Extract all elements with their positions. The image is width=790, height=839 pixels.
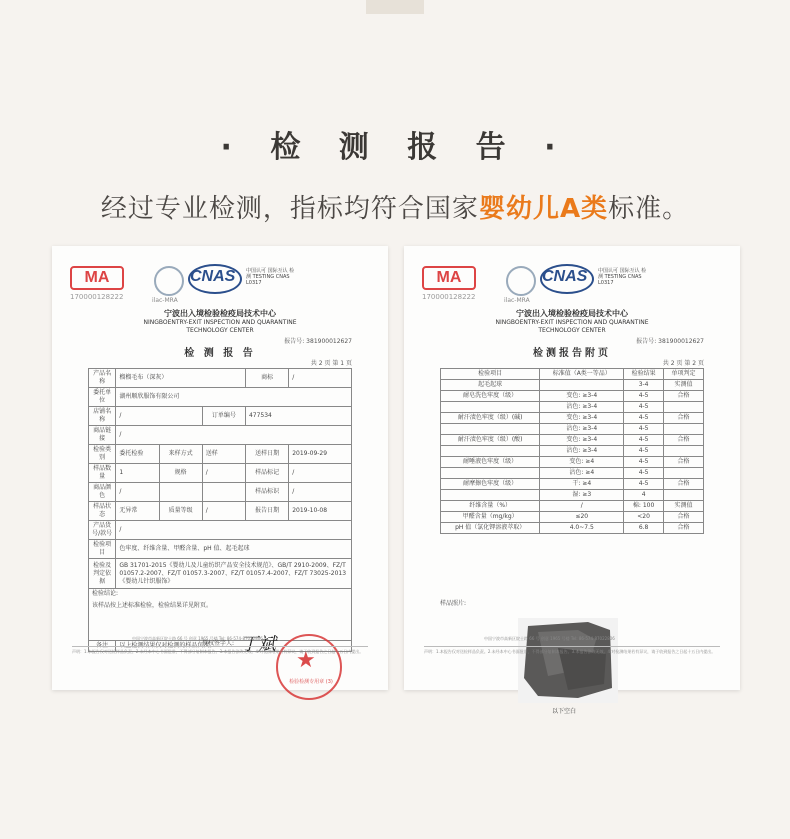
judgement-cell	[664, 468, 704, 479]
standard-cell: 干: ≥4	[540, 479, 624, 490]
table-row	[441, 512, 704, 523]
org-name-en	[404, 319, 740, 335]
value-cell: 送样	[202, 445, 245, 464]
result-cell: <20	[624, 512, 664, 523]
table-row	[89, 521, 352, 540]
result-cell: 4-5	[624, 391, 664, 402]
table-header-row	[441, 369, 704, 380]
cnas-logo: CNAS	[542, 268, 588, 285]
label-cell: 备注	[89, 641, 116, 652]
value-cell: GB 31701-2015《婴幼儿及儿童纺织产品安全技术规范》、GB/T 2910-2009、FZ/T 01057.2-2007、FZ/T 01057.3-2007、FZ/T 01057.4-2007、FZ/T 73025-2013《婴幼儿针织服饰》	[116, 559, 352, 589]
table-row	[441, 424, 704, 435]
standard-cell: 变色: ≥3-4	[540, 435, 624, 446]
judgement-cell: 合格	[664, 457, 704, 468]
judgement-cell	[664, 446, 704, 457]
subtitle-suffix: 标准。	[608, 194, 690, 224]
item-cell: 甲醛含量（mg/kg）	[441, 512, 540, 523]
conclusion-cell	[89, 589, 352, 641]
judgement-cell: 实测值	[664, 380, 704, 391]
item-cell: 耐皂洗色牢度（级）	[441, 391, 540, 402]
cma-number: 170000128222	[422, 293, 476, 301]
table-row	[441, 435, 704, 446]
table-row	[89, 483, 352, 502]
footer-address: 中国宁波市高新区院士路 66 号 创意 1965 号楼 Tel: 86-574-87022806	[484, 636, 615, 641]
sample-photo-label: 样品照片:	[440, 600, 467, 607]
label-cell: 送样日期	[245, 445, 288, 464]
header-cell: 单项判定	[664, 369, 704, 380]
table-row	[89, 388, 352, 407]
seal-text: 检验检测专用章 (3)	[289, 679, 333, 685]
org-name-en-line1: NINGBOENTRY-EXIT INSPECTION AND QUARANTINE	[143, 319, 297, 326]
result-cell: 4-5	[624, 435, 664, 446]
result-cell: 4-5	[624, 479, 664, 490]
result-cell: 6.8	[624, 523, 664, 534]
item-cell: 耐汗渍色牢度（级）(酸)	[441, 435, 540, 446]
results-table	[440, 368, 704, 534]
result-cell: 4	[624, 490, 664, 501]
org-name-cn: 宁波出入境检验检疫局技术中心	[164, 309, 276, 318]
footer-disclaimer: 声明：1.本报告仅对送检样品负责。2.未经本中心书面批准，不得部分复制本报告。3.本报告涂改无效。4.对检测结果若有异议，请于收到报告之日起十五日内提出。	[72, 646, 368, 654]
standard-cell: 沾色: ≥3-4	[540, 424, 624, 435]
report-page-1	[52, 246, 388, 690]
cnas-desc: 中国认可 国际互认 检测 TESTING CNAS L0317	[246, 268, 295, 286]
table-row	[441, 479, 704, 490]
item-cell: 耐唾液色牢度（级）	[441, 457, 540, 468]
table-row	[89, 407, 352, 426]
label-cell: 店铺名称	[89, 407, 116, 426]
doc-title: 检测报告附页	[533, 348, 611, 359]
judgement-cell	[664, 424, 704, 435]
table-row	[441, 457, 704, 468]
table-row	[441, 523, 704, 534]
org-name-en-line2: TECHNOLOGY CENTER	[186, 327, 254, 334]
standard-cell: 变色: ≥3-4	[540, 413, 624, 424]
report-page-2	[404, 246, 740, 715]
table-row	[441, 380, 704, 391]
value-cell: 榴榴毛布（深灰）	[116, 369, 246, 388]
cma-logo: MA	[422, 266, 476, 290]
conclusion-text: 该样品按上述标准检验，检验结果详见附页。	[92, 602, 213, 609]
footer-address: 中国宁波市高新区院士路 66 号 创意 1965 号楼 Tel: 86-574-87022806	[132, 636, 263, 641]
standard-cell: 变色: ≥3-4	[540, 391, 624, 402]
page-subtitle	[0, 188, 790, 225]
seal-star-icon: ★	[296, 648, 316, 673]
standard-cell: 4.0~7.5	[540, 523, 624, 534]
standard-cell: ≤20	[540, 512, 624, 523]
label-cell: 委托单位	[89, 388, 116, 407]
value-cell: 湖州顺欣服饰有限公司	[116, 388, 352, 407]
cma-logo: MA	[70, 266, 124, 290]
ilac-logo-icon	[154, 266, 184, 296]
label-cell: 样品标记	[245, 464, 288, 483]
doc-title: 检 测 报 告	[184, 348, 256, 359]
standard-cell: 湿: ≥3	[540, 490, 624, 501]
result-cell: 4-5	[624, 446, 664, 457]
judgement-cell: 合格	[664, 413, 704, 424]
value-cell	[202, 483, 245, 502]
report-number: 报告号: 381900012627	[636, 338, 704, 345]
table-row	[89, 559, 352, 589]
judgement-cell: 合格	[664, 435, 704, 446]
item-cell	[441, 446, 540, 457]
label-cell: 产品名称	[89, 369, 116, 388]
value-cell: 以上检测结果仅对检测的样品负责。	[116, 641, 352, 652]
header-cell: 检验项目	[441, 369, 540, 380]
value-cell: 2019-10-08	[289, 502, 352, 521]
table-row	[441, 501, 704, 512]
label-cell: 来样方式	[159, 445, 202, 464]
judgement-cell: 实测值	[664, 501, 704, 512]
label-cell: 样品数量	[89, 464, 116, 483]
label-cell	[159, 483, 202, 502]
value-cell: /	[289, 464, 352, 483]
table-row	[89, 502, 352, 521]
item-cell	[441, 468, 540, 479]
standard-cell: 变色: ≥4	[540, 457, 624, 468]
ilac-label: ilac-MRA	[504, 297, 530, 304]
footer-disclaimer: 声明：1.本报告仅对送检样品负责。2.未经本中心书面批准，不得部分复制本报告。3.本报告涂改无效。4.对检测结果若有异议，请于收到报告之日起十五日内提出。	[424, 646, 720, 654]
blank-note: 以下空白	[552, 708, 577, 715]
signer-label: 授权签字人:	[202, 640, 235, 647]
value-cell: /	[289, 369, 352, 388]
report-number: 报告号: 381900012627	[284, 338, 352, 345]
label-cell: 商标	[245, 369, 288, 388]
value-cell: /	[116, 521, 352, 540]
table-row	[441, 413, 704, 424]
result-cell: 4-5	[624, 424, 664, 435]
header-cell: 标准值（A类一等品）	[540, 369, 624, 380]
value-cell: 委托检验	[116, 445, 159, 464]
item-cell: 耐摩擦色牢度（级）	[441, 479, 540, 490]
label-cell: 规格	[159, 464, 202, 483]
value-cell: /	[116, 426, 352, 445]
table-row	[89, 369, 352, 388]
standard-cell: /	[540, 501, 624, 512]
report-table	[88, 368, 352, 652]
conclusion-label: 检验结论:	[92, 590, 119, 597]
judgement-cell: 合格	[664, 391, 704, 402]
header-cell: 检验结果	[624, 369, 664, 380]
item-cell: 纤维含量（%）	[441, 501, 540, 512]
table-row	[89, 540, 352, 559]
label-cell: 质量等级	[159, 502, 202, 521]
top-decor-strip	[366, 0, 424, 14]
label-cell: 订单编号	[202, 407, 245, 426]
value-cell: 无异常	[116, 502, 159, 521]
table-row	[89, 426, 352, 445]
label-cell: 样品状态	[89, 502, 116, 521]
standard-cell	[540, 380, 624, 391]
item-cell: pH 值（氯化钾溶液萃取）	[441, 523, 540, 534]
result-cell: 4-5	[624, 402, 664, 413]
cnas-logo: CNAS	[190, 268, 236, 285]
page-title: · 检 测 报 告 ·	[220, 130, 570, 165]
value-cell: 色牢度、纤维含量、甲醛含量、pH 值、起毛起球	[116, 540, 352, 559]
label-cell: 报告日期	[245, 502, 288, 521]
table-row	[441, 490, 704, 501]
logo-row	[70, 266, 370, 306]
signature: 丁斌	[240, 634, 276, 655]
item-cell: 耐汗渍色牢度（级）(碱)	[441, 413, 540, 424]
value-cell: 2019-09-29	[289, 445, 352, 464]
result-cell: 棉: 100	[624, 501, 664, 512]
label-cell: 商品链接	[89, 426, 116, 445]
org-name-en-line2: TECHNOLOGY CENTER	[538, 327, 606, 334]
label-cell: 样品标识	[245, 483, 288, 502]
judgement-cell: 合格	[664, 479, 704, 490]
item-cell	[441, 402, 540, 413]
table-row	[89, 589, 352, 641]
result-cell: 3-4	[624, 380, 664, 391]
table-row	[441, 391, 704, 402]
table-row	[441, 402, 704, 413]
judgement-cell	[664, 402, 704, 413]
standard-cell: 沾色: ≥4	[540, 468, 624, 479]
judgement-cell: 合格	[664, 523, 704, 534]
result-cell: 4-5	[624, 468, 664, 479]
page-number: 共 2 页 第 2 页	[662, 360, 704, 367]
table-row	[441, 468, 704, 479]
label-cell: 检验项目	[89, 540, 116, 559]
subtitle-highlight: 婴幼儿A类	[478, 194, 609, 224]
label-cell: 产品货号/款号	[89, 521, 116, 540]
org-name-en-line1: NINGBOENTRY-EXIT INSPECTION AND QUARANTINE	[495, 319, 649, 326]
cma-number: 170000128222	[70, 293, 124, 301]
table-row	[441, 446, 704, 457]
value-cell: /	[289, 483, 352, 502]
item-cell: 起毛起球	[441, 380, 540, 391]
subtitle-prefix: 经过专业检测，指标均符合国家	[100, 194, 479, 224]
judgement-cell: 合格	[664, 512, 704, 523]
label-cell: 商品颜色	[89, 483, 116, 502]
value-cell: /	[202, 502, 245, 521]
value-cell: 1	[116, 464, 159, 483]
label-cell: 检验类别	[89, 445, 116, 464]
table-row	[89, 464, 352, 483]
value-cell: /	[116, 483, 159, 502]
table-row	[89, 445, 352, 464]
ilac-label: ilac-MRA	[152, 297, 178, 304]
item-cell	[441, 424, 540, 435]
page-number: 共 2 页 第 1 页	[310, 360, 352, 367]
result-cell: 4-5	[624, 413, 664, 424]
standard-cell: 沾色: ≥3-4	[540, 446, 624, 457]
value-cell: /	[116, 407, 202, 426]
standard-cell: 沾色: ≥3-4	[540, 402, 624, 413]
value-cell: 477534	[245, 407, 351, 426]
ilac-logo-icon	[506, 266, 536, 296]
label-cell: 检验及判定依据	[89, 559, 116, 589]
judgement-cell	[664, 490, 704, 501]
logo-row	[422, 266, 722, 306]
org-name-cn: 宁波出入境检验检疫局技术中心	[516, 309, 628, 318]
value-cell: /	[202, 464, 245, 483]
result-cell: 4-5	[624, 457, 664, 468]
item-cell	[441, 490, 540, 501]
org-name-en	[52, 319, 388, 335]
sample-photo	[518, 618, 618, 703]
cnas-desc: 中国认可 国际互认 检测 TESTING CNAS L0317	[598, 268, 647, 286]
